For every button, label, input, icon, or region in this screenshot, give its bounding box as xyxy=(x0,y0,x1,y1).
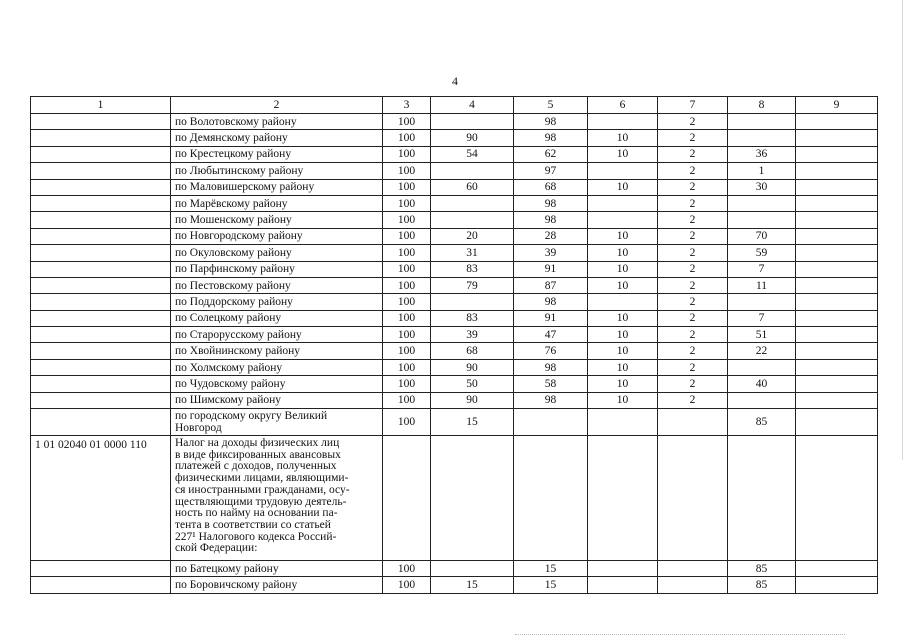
value-cell-c7: 2 xyxy=(658,130,728,146)
table-row xyxy=(31,359,878,375)
code-cell xyxy=(31,343,171,359)
district-name-cell: по Пестовскому району xyxy=(171,277,383,293)
value-cell-c9 xyxy=(796,228,878,244)
district-name-cell: по Солецкому району xyxy=(171,310,383,326)
district-name-line: Новгород xyxy=(175,422,222,435)
district-name-cell: по Маловишерскому району xyxy=(171,179,383,195)
table-row xyxy=(31,195,878,211)
value-cell-c3: 100 xyxy=(383,245,431,261)
value-cell-c6 xyxy=(588,294,658,310)
value-cell-c7: 2 xyxy=(658,359,728,375)
value-cell-c6: 10 xyxy=(588,327,658,343)
value-cell-c5: 58 xyxy=(514,376,588,392)
value-cell-c7: 2 xyxy=(658,294,728,310)
value-cell-c4 xyxy=(431,195,514,211)
value-cell-c3: 100 xyxy=(383,130,431,146)
value-cell-c3: 100 xyxy=(383,310,431,326)
value-cell-c7: 2 xyxy=(658,277,728,293)
value-cell-c9 xyxy=(796,163,878,179)
district-name-cell: по Хвойнинскому району xyxy=(171,343,383,359)
value-cell-c8 xyxy=(728,294,796,310)
code-cell xyxy=(31,195,171,211)
value-cell-c5: 68 xyxy=(514,179,588,195)
value-cell-c4 xyxy=(431,114,514,130)
table-row xyxy=(31,327,878,343)
value-cell-c6: 10 xyxy=(588,310,658,326)
code-cell xyxy=(31,359,171,375)
value-cell-c6: 10 xyxy=(588,146,658,162)
value-cell-c5: 98 xyxy=(514,392,588,408)
district-name-cell: по Старорусскому району xyxy=(171,327,383,343)
value-cell-c4: 83 xyxy=(431,310,514,326)
value-cell-c3: 100 xyxy=(383,376,431,392)
value-cell-c5: 98 xyxy=(514,130,588,146)
value-cell-c6: 10 xyxy=(588,130,658,146)
table-row xyxy=(31,392,878,408)
value-cell-c4: 79 xyxy=(431,277,514,293)
code-cell xyxy=(31,261,171,277)
code-cell xyxy=(31,179,171,195)
value-cell-c9 xyxy=(796,179,878,195)
value-cell-c9 xyxy=(796,212,878,228)
value-cell-c9 xyxy=(796,294,878,310)
value-cell-c3: 100 xyxy=(383,294,431,310)
value-cell-c5: 98 xyxy=(514,212,588,228)
value-cell-c9 xyxy=(796,376,878,392)
budget-code-cell: 1 01 02040 01 0000 110 xyxy=(31,436,171,561)
value-cell-c3: 100 xyxy=(383,561,431,577)
value-cell-c3: 100 xyxy=(383,114,431,130)
value-cell-c8: 85 xyxy=(728,561,796,577)
value-cell-c9 xyxy=(796,327,878,343)
value-cell-c7: 2 xyxy=(658,228,728,244)
value-cell-c9 xyxy=(796,114,878,130)
value-cell-c4: 15 xyxy=(431,409,514,436)
code-cell xyxy=(31,228,171,244)
section-row xyxy=(31,436,878,561)
table-row xyxy=(31,294,878,310)
district-name-cell: по Боровичскому району xyxy=(171,577,383,593)
value-cell-c8: 59 xyxy=(728,245,796,261)
value-cell-c5: 98 xyxy=(514,114,588,130)
table-row xyxy=(31,130,878,146)
value-cell-c5 xyxy=(514,409,588,436)
description-line: в виде фиксированных авансовых xyxy=(175,448,341,461)
code-cell xyxy=(31,392,171,408)
district-name-cell: по Шимскому району xyxy=(171,392,383,408)
value-cell-c5: 39 xyxy=(514,245,588,261)
value-cell-c8: 40 xyxy=(728,376,796,392)
value-cell-c3: 100 xyxy=(383,392,431,408)
value-cell-c3: 100 xyxy=(383,195,431,211)
value-cell-c5: 97 xyxy=(514,163,588,179)
district-name-line: по городскому округу Великий xyxy=(175,410,328,423)
empty-cell xyxy=(658,436,728,561)
empty-cell xyxy=(728,436,796,561)
value-cell-c5: 15 xyxy=(514,577,588,593)
value-cell-c6 xyxy=(588,561,658,577)
value-cell-c8 xyxy=(728,195,796,211)
empty-cell xyxy=(431,436,514,561)
value-cell-c8 xyxy=(728,130,796,146)
table-row xyxy=(31,561,878,577)
tax-distribution-table xyxy=(30,96,878,594)
description-line: физическими лицами, являющими- xyxy=(175,472,349,485)
value-cell-c6 xyxy=(588,409,658,436)
code-cell xyxy=(31,277,171,293)
value-cell-c3: 100 xyxy=(383,212,431,228)
table-row xyxy=(31,376,878,392)
value-cell-c8: 11 xyxy=(728,277,796,293)
value-cell-c5: 91 xyxy=(514,261,588,277)
district-name-cell: по Марёвскому району xyxy=(171,195,383,211)
table-row xyxy=(31,245,878,261)
value-cell-c6: 10 xyxy=(588,277,658,293)
value-cell-c4: 90 xyxy=(431,392,514,408)
value-cell-c3: 100 xyxy=(383,327,431,343)
value-cell-c4: 60 xyxy=(431,179,514,195)
value-cell-c7 xyxy=(658,561,728,577)
value-cell-c3: 100 xyxy=(383,277,431,293)
description-line: ность по найму на основании па- xyxy=(175,507,338,520)
value-cell-c9 xyxy=(796,310,878,326)
table-row-okrug xyxy=(31,409,878,436)
column-header-4: 4 xyxy=(431,97,514,114)
value-cell-c8: 30 xyxy=(728,179,796,195)
value-cell-c3: 100 xyxy=(383,359,431,375)
value-cell-c4 xyxy=(431,294,514,310)
value-cell-c7 xyxy=(658,577,728,593)
value-cell-c6 xyxy=(588,163,658,179)
column-header-5: 5 xyxy=(514,97,588,114)
value-cell-c5: 98 xyxy=(514,195,588,211)
tax-description-cell xyxy=(171,436,383,561)
code-cell xyxy=(31,114,171,130)
header-row xyxy=(31,97,878,114)
value-cell-c3: 100 xyxy=(383,163,431,179)
value-cell-c3: 100 xyxy=(383,179,431,195)
table-row xyxy=(31,163,878,179)
empty-cell xyxy=(514,436,588,561)
value-cell-c7: 2 xyxy=(658,114,728,130)
value-cell-c8: 7 xyxy=(728,310,796,326)
value-cell-c8: 70 xyxy=(728,228,796,244)
value-cell-c9 xyxy=(796,409,878,436)
value-cell-c8: 85 xyxy=(728,409,796,436)
value-cell-c7: 2 xyxy=(658,245,728,261)
value-cell-c9 xyxy=(796,392,878,408)
district-name-cell: по Крестецкому району xyxy=(171,146,383,162)
value-cell-c5: 91 xyxy=(514,310,588,326)
district-name-cell: по Любытинскому району xyxy=(171,163,383,179)
value-cell-c4: 50 xyxy=(431,376,514,392)
district-name-cell xyxy=(171,409,383,436)
code-cell xyxy=(31,130,171,146)
value-cell-c8 xyxy=(728,212,796,228)
value-cell-c7: 2 xyxy=(658,343,728,359)
value-cell-c3: 100 xyxy=(383,409,431,436)
table-row xyxy=(31,343,878,359)
value-cell-c8: 36 xyxy=(728,146,796,162)
code-cell xyxy=(31,327,171,343)
value-cell-c5: 76 xyxy=(514,343,588,359)
description-line: ся иностранными гражданами, осу- xyxy=(175,483,350,496)
value-cell-c9 xyxy=(796,245,878,261)
value-cell-c4: 90 xyxy=(431,130,514,146)
value-cell-c6: 10 xyxy=(588,245,658,261)
value-cell-c3: 100 xyxy=(383,577,431,593)
district-name-cell: по Окуловскому району xyxy=(171,245,383,261)
value-cell-c6 xyxy=(588,212,658,228)
value-cell-c9 xyxy=(796,577,878,593)
value-cell-c5: 98 xyxy=(514,294,588,310)
value-cell-c9 xyxy=(796,343,878,359)
value-cell-c5: 62 xyxy=(514,146,588,162)
value-cell-c9 xyxy=(796,561,878,577)
value-cell-c4: 20 xyxy=(431,228,514,244)
value-cell-c6 xyxy=(588,114,658,130)
value-cell-c9 xyxy=(796,277,878,293)
value-cell-c4: 68 xyxy=(431,343,514,359)
value-cell-c6: 10 xyxy=(588,376,658,392)
description-line: 227¹ Налогового кодекса Россий- xyxy=(175,530,337,543)
value-cell-c5: 98 xyxy=(514,359,588,375)
value-cell-c6 xyxy=(588,195,658,211)
table-row xyxy=(31,310,878,326)
empty-cell xyxy=(588,436,658,561)
value-cell-c7: 2 xyxy=(658,327,728,343)
code-cell xyxy=(31,561,171,577)
district-name-cell: по Новгородскому району xyxy=(171,228,383,244)
value-cell-c8 xyxy=(728,359,796,375)
value-cell-c7: 2 xyxy=(658,163,728,179)
district-name-cell: по Холмскому району xyxy=(171,359,383,375)
code-cell xyxy=(31,212,171,228)
table-row xyxy=(31,179,878,195)
value-cell-c3: 100 xyxy=(383,228,431,244)
value-cell-c9 xyxy=(796,146,878,162)
value-cell-c7: 2 xyxy=(658,146,728,162)
value-cell-c8: 7 xyxy=(728,261,796,277)
value-cell-c9 xyxy=(796,195,878,211)
table-row xyxy=(31,146,878,162)
value-cell-c7: 2 xyxy=(658,212,728,228)
column-header-9: 9 xyxy=(796,97,878,114)
scan-edge-line xyxy=(902,0,903,460)
value-cell-c4 xyxy=(431,212,514,228)
description-line: тента в соответствии со статьей xyxy=(175,518,331,531)
scan-artifact xyxy=(515,634,845,637)
table-row xyxy=(31,212,878,228)
description-line: платежей с доходов, полученных xyxy=(175,460,337,473)
column-header-2: 2 xyxy=(171,97,383,114)
value-cell-c6: 10 xyxy=(588,392,658,408)
table-row xyxy=(31,114,878,130)
value-cell-c4 xyxy=(431,561,514,577)
value-cell-c5: 15 xyxy=(514,561,588,577)
value-cell-c7: 2 xyxy=(658,195,728,211)
value-cell-c7: 2 xyxy=(658,392,728,408)
district-name-cell: по Мошенскому району xyxy=(171,212,383,228)
value-cell-c6: 10 xyxy=(588,261,658,277)
value-cell-c3: 100 xyxy=(383,146,431,162)
value-cell-c7 xyxy=(658,409,728,436)
value-cell-c7: 2 xyxy=(658,261,728,277)
column-header-3: 3 xyxy=(383,97,431,114)
code-cell xyxy=(31,577,171,593)
district-name-cell: по Чудовскому району xyxy=(171,376,383,392)
page-number: 4 xyxy=(452,74,458,88)
column-header-1: 1 xyxy=(31,97,171,114)
value-cell-c9 xyxy=(796,359,878,375)
code-cell xyxy=(31,163,171,179)
description-line: ществляющими трудовую деятель- xyxy=(175,495,347,508)
value-cell-c3: 100 xyxy=(383,261,431,277)
value-cell-c6: 10 xyxy=(588,228,658,244)
empty-cell xyxy=(383,436,431,561)
value-cell-c7: 2 xyxy=(658,179,728,195)
value-cell-c3: 100 xyxy=(383,343,431,359)
code-cell xyxy=(31,245,171,261)
table-row xyxy=(31,277,878,293)
district-name-cell: по Демянскому району xyxy=(171,130,383,146)
district-name-cell: по Поддорскому району xyxy=(171,294,383,310)
table-row xyxy=(31,577,878,593)
value-cell-c6: 10 xyxy=(588,179,658,195)
value-cell-c4: 83 xyxy=(431,261,514,277)
value-cell-c8: 1 xyxy=(728,163,796,179)
district-name-cell: по Парфинскому району xyxy=(171,261,383,277)
value-cell-c7: 2 xyxy=(658,310,728,326)
column-header-6: 6 xyxy=(588,97,658,114)
table-body xyxy=(31,97,878,594)
district-name-cell: по Волотовскому району xyxy=(171,114,383,130)
description-line: ской Федерации: xyxy=(175,542,258,555)
code-cell xyxy=(31,294,171,310)
value-cell-c7: 2 xyxy=(658,376,728,392)
value-cell-c6: 10 xyxy=(588,343,658,359)
value-cell-c5: 47 xyxy=(514,327,588,343)
column-header-7: 7 xyxy=(658,97,728,114)
description-line: Налог на доходы физических лиц xyxy=(175,437,340,450)
value-cell-c8: 22 xyxy=(728,343,796,359)
value-cell-c4 xyxy=(431,163,514,179)
district-name-cell: по Батецкому району xyxy=(171,561,383,577)
value-cell-c6: 10 xyxy=(588,359,658,375)
value-cell-c8 xyxy=(728,392,796,408)
value-cell-c8: 51 xyxy=(728,327,796,343)
code-cell xyxy=(31,310,171,326)
value-cell-c4: 15 xyxy=(431,577,514,593)
table-row xyxy=(31,228,878,244)
column-header-8: 8 xyxy=(728,97,796,114)
value-cell-c6 xyxy=(588,577,658,593)
value-cell-c4: 39 xyxy=(431,327,514,343)
value-cell-c8 xyxy=(728,114,796,130)
table-row xyxy=(31,261,878,277)
code-cell xyxy=(31,409,171,436)
empty-cell xyxy=(796,436,878,561)
value-cell-c4: 90 xyxy=(431,359,514,375)
value-cell-c4: 31 xyxy=(431,245,514,261)
code-cell xyxy=(31,376,171,392)
value-cell-c5: 87 xyxy=(514,277,588,293)
value-cell-c9 xyxy=(796,130,878,146)
value-cell-c8: 85 xyxy=(728,577,796,593)
value-cell-c5: 28 xyxy=(514,228,588,244)
value-cell-c9 xyxy=(796,261,878,277)
value-cell-c4: 54 xyxy=(431,146,514,162)
code-cell xyxy=(31,146,171,162)
